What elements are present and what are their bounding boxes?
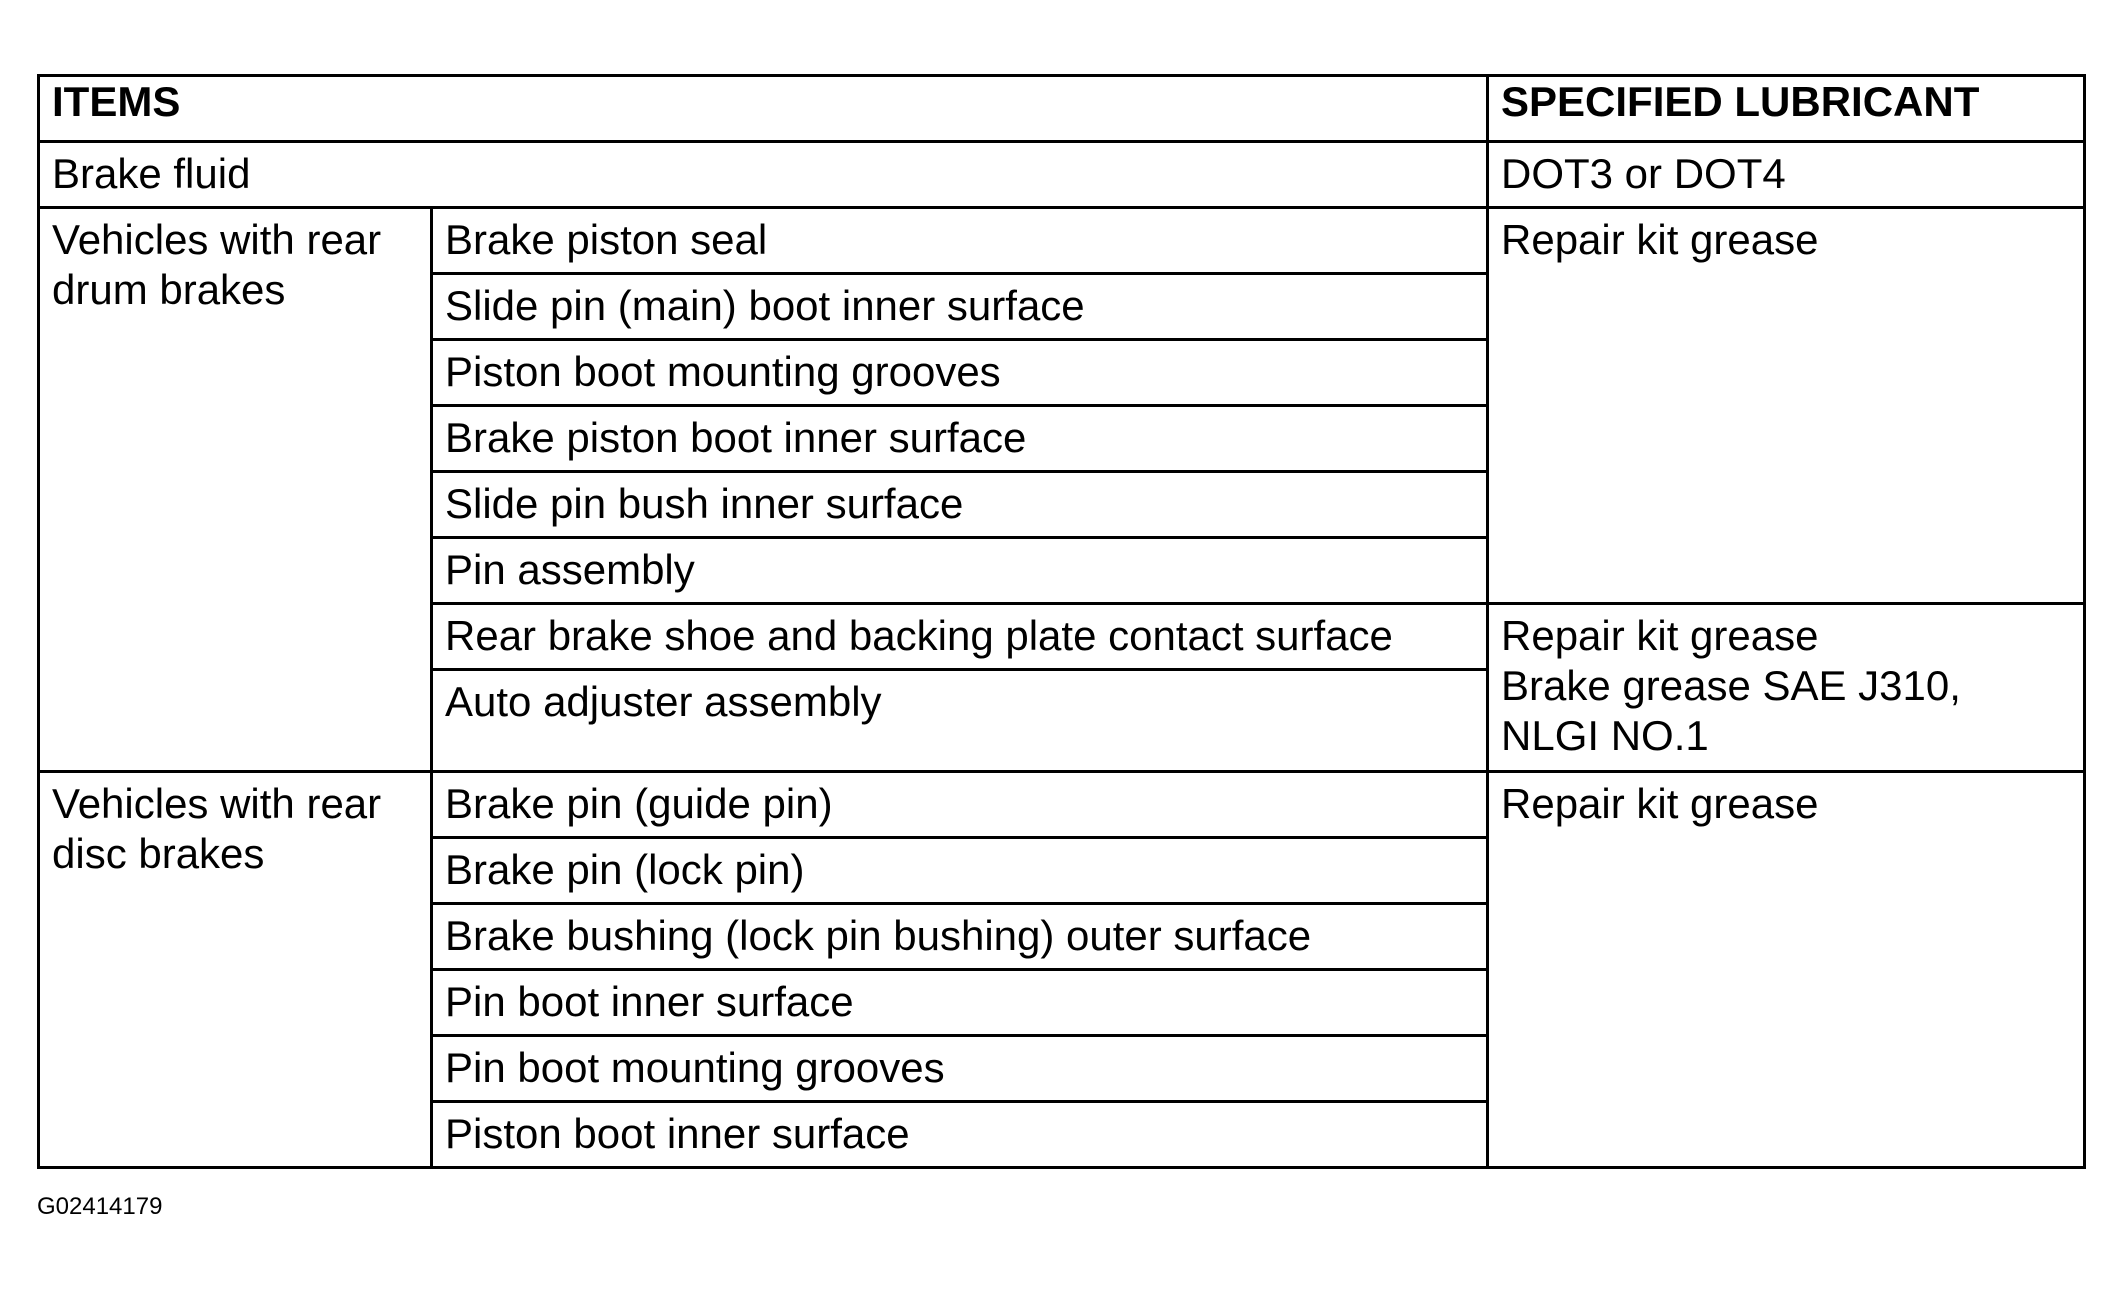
lubricant-label-line: NLGI NO.1	[1501, 712, 1709, 759]
part-label: Brake bushing (lock pin bushing) outer surface	[445, 912, 1312, 959]
table-row	[39, 772, 2085, 838]
part-label: Auto adjuster assembly	[445, 678, 882, 725]
vehicle-group-label-line: Vehicles with rear	[52, 216, 382, 263]
part-cell	[432, 274, 1488, 340]
part-label: Piston boot mounting grooves	[445, 348, 1001, 395]
figure-id: G02414179	[37, 1193, 163, 1220]
part-cell	[432, 838, 1488, 904]
part-cell	[432, 904, 1488, 970]
items-column-header: ITEMS	[39, 76, 1488, 142]
table-header-row	[39, 76, 2085, 142]
part-cell	[432, 406, 1488, 472]
part-label: Piston boot inner surface	[445, 1110, 910, 1157]
part-label: Brake piston seal	[445, 216, 768, 263]
lubricant-label: DOT3 or DOT4	[1501, 150, 1786, 197]
part-label: Pin boot inner surface	[445, 978, 854, 1025]
part-cell	[432, 772, 1488, 838]
part-label: Brake pin (guide pin)	[445, 780, 833, 827]
table-row	[39, 142, 2085, 208]
vehicle-group-label-line: Vehicles with rear	[52, 780, 382, 827]
lubricant-cell	[1488, 604, 2085, 772]
lubricant-label-line: Repair kit grease	[1501, 612, 1819, 659]
vehicle-group-cell	[39, 208, 432, 772]
lubricant-cell	[1488, 142, 2085, 208]
part-cell	[432, 970, 1488, 1036]
lubricant-cell	[1488, 208, 2085, 604]
part-label: Brake pin (lock pin)	[445, 846, 805, 893]
part-label: Pin assembly	[445, 546, 695, 593]
vehicle-group-label-line: drum brakes	[52, 266, 286, 313]
vehicle-group-cell	[39, 772, 432, 1168]
part-label: Rear brake shoe and backing plate contact surface	[445, 612, 1393, 659]
lubricant-label: Repair kit grease	[1501, 216, 1819, 263]
item-cell	[39, 142, 1488, 208]
part-cell	[432, 340, 1488, 406]
vehicle-group-label-line: disc brakes	[52, 830, 265, 877]
part-cell	[432, 472, 1488, 538]
specified-lubricant-column-header: SPECIFIED LUBRICANT	[1488, 76, 2085, 142]
part-cell	[432, 604, 1488, 670]
part-label: Pin boot mounting grooves	[445, 1044, 945, 1091]
lubricant-cell	[1488, 772, 2085, 1168]
part-cell	[432, 208, 1488, 274]
part-cell	[432, 538, 1488, 604]
table-row	[39, 208, 2085, 274]
lubricant-table	[37, 74, 2086, 1169]
part-label: Slide pin (main) boot inner surface	[445, 282, 1085, 329]
part-cell	[432, 1036, 1488, 1102]
part-label: Slide pin bush inner surface	[445, 480, 964, 527]
item-label: Brake fluid	[52, 150, 251, 197]
part-label: Brake piston boot inner surface	[445, 414, 1027, 461]
vehicle-group-label	[52, 773, 418, 879]
part-cell	[432, 1102, 1488, 1168]
part-cell	[432, 670, 1488, 772]
lubricant-label-line: Brake grease SAE J310,	[1501, 662, 1961, 709]
vehicle-group-label	[52, 209, 418, 315]
lubricant-label: Repair kit grease	[1501, 780, 1819, 827]
lubricant-label	[1501, 605, 2071, 761]
